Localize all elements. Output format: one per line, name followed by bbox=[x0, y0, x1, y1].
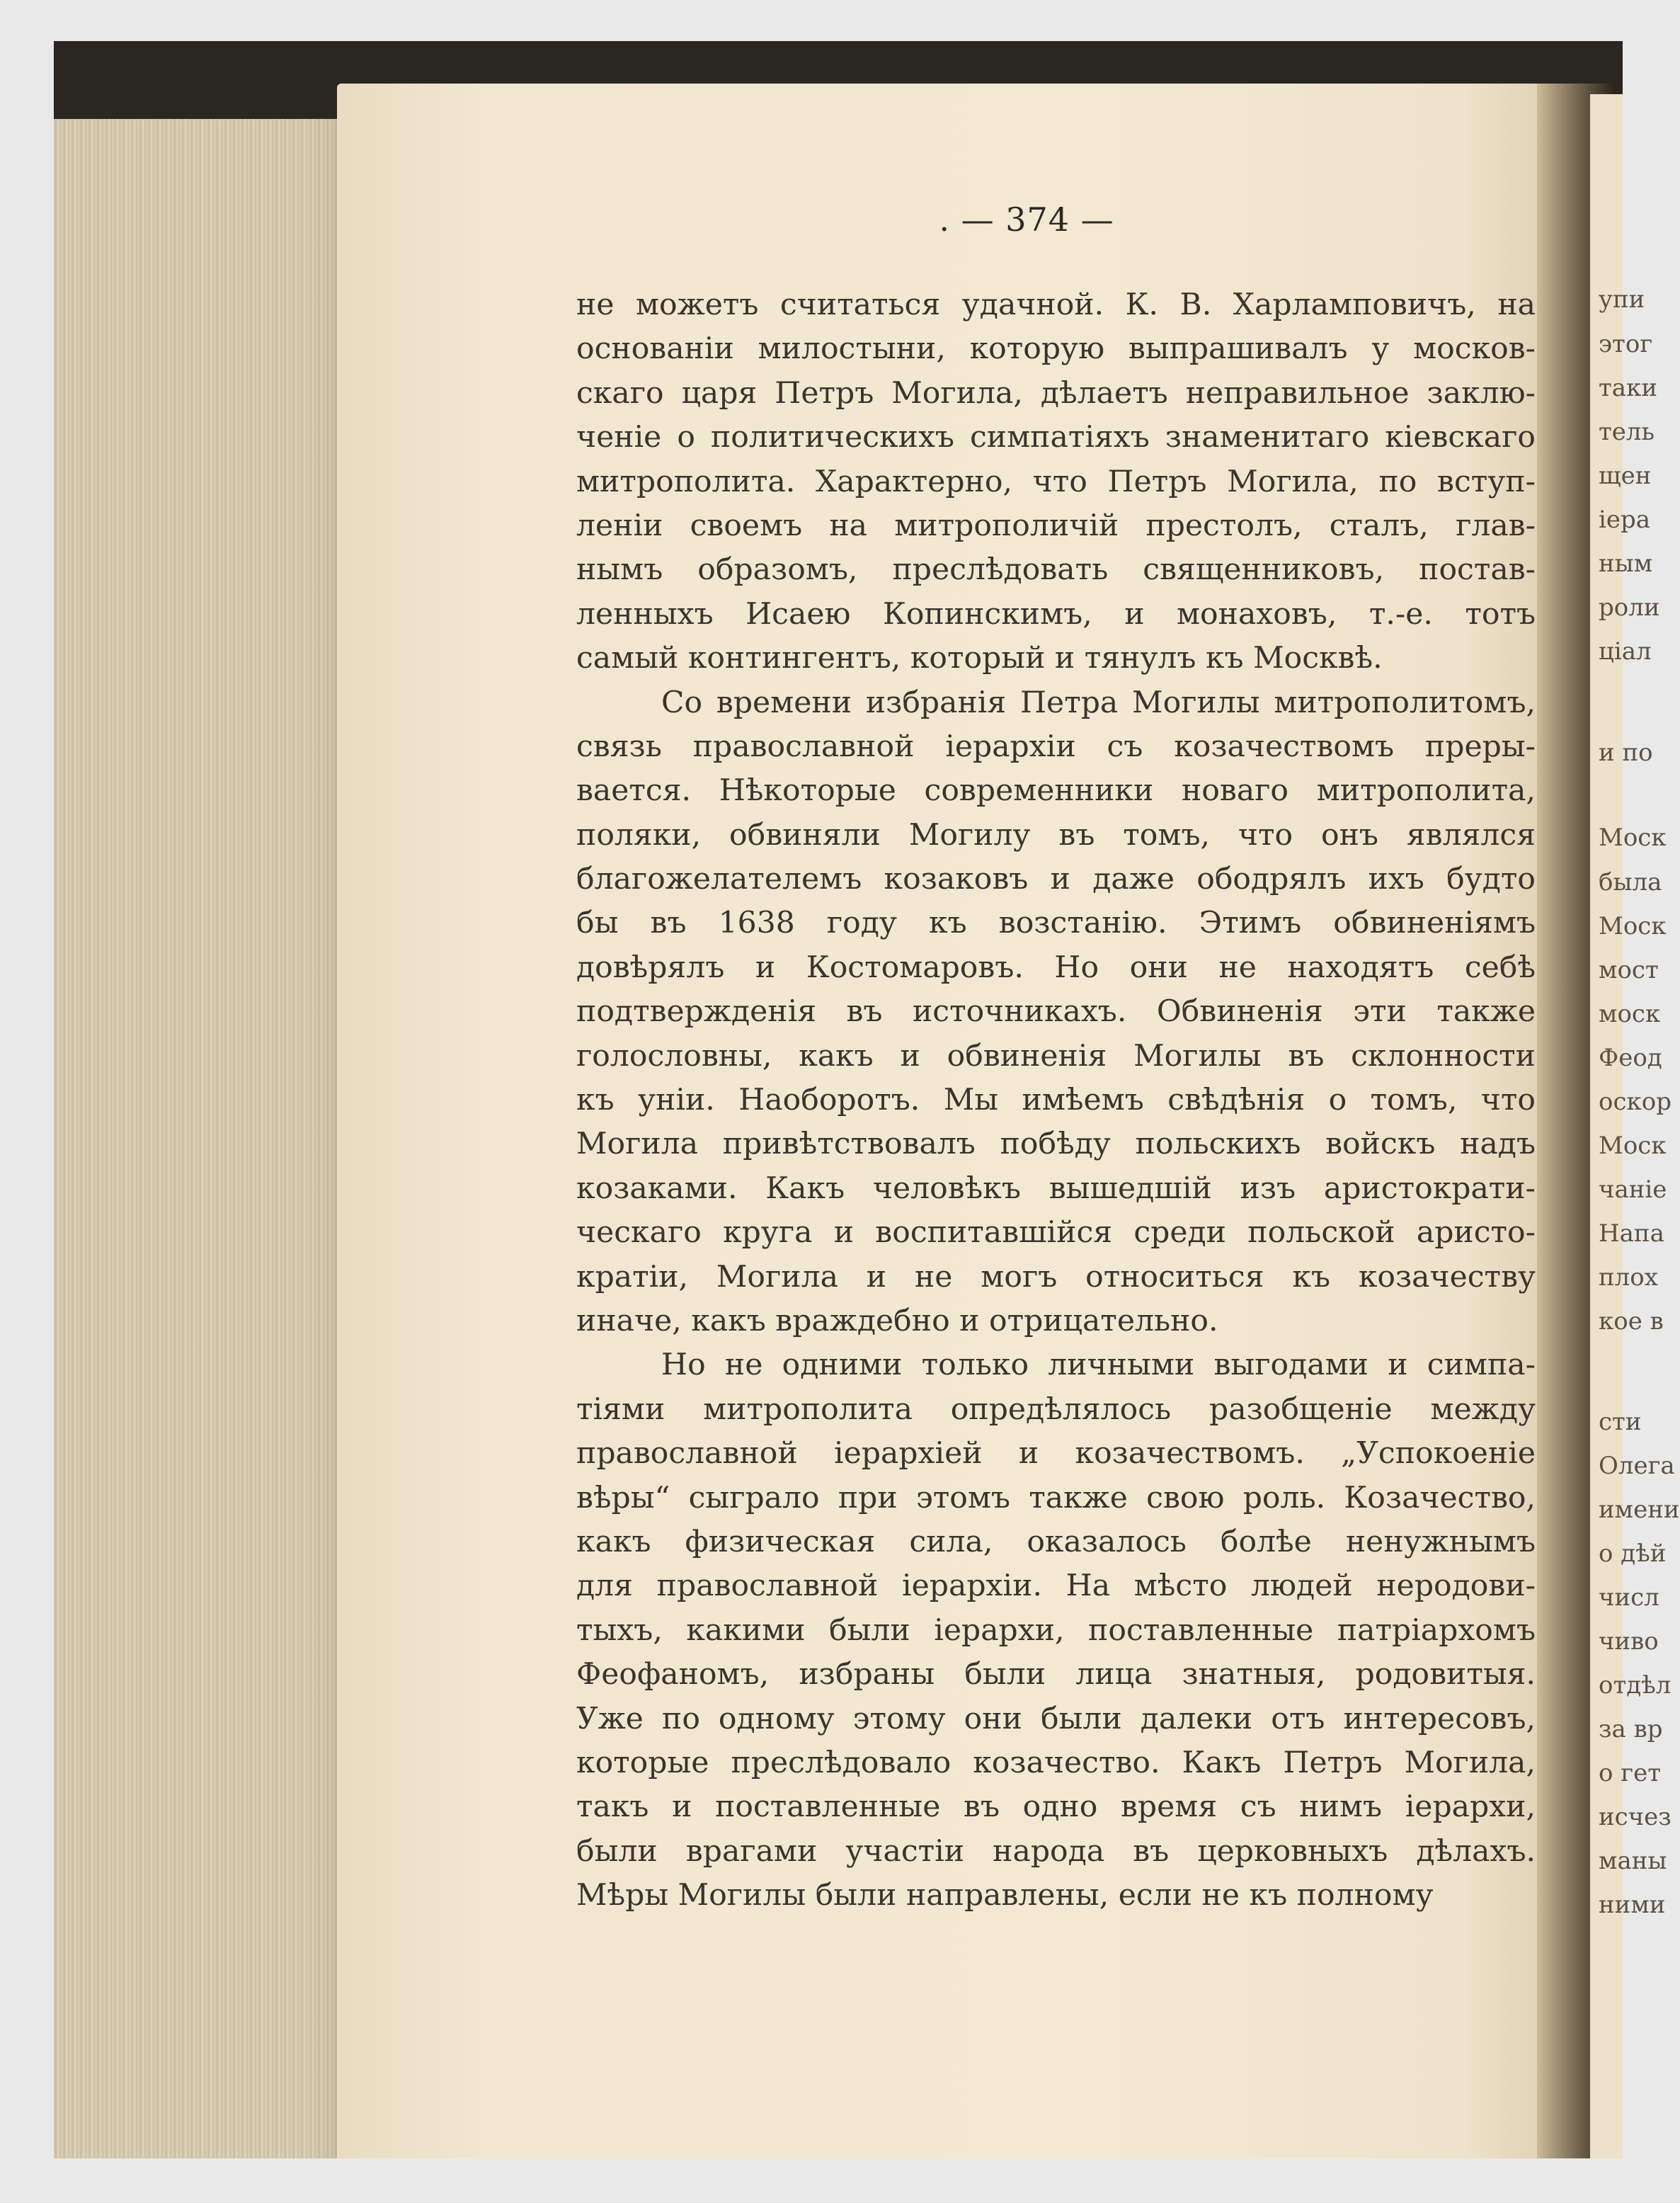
facing-page-fragment: о гет bbox=[1599, 1759, 1662, 1787]
facing-page-fragment: маны bbox=[1599, 1847, 1667, 1875]
facing-page-fragment: Моск bbox=[1599, 824, 1667, 852]
facing-page-fragment: имени bbox=[1599, 1496, 1680, 1524]
facing-page-fragment: исчез bbox=[1599, 1803, 1672, 1831]
text-line: леніи своемъ на митрополичій престолъ, сталъ, глав- bbox=[576, 508, 1536, 543]
facing-page-fragment: плох bbox=[1599, 1263, 1658, 1292]
text-line: Но не одними только личными выгодами и симпа- bbox=[661, 1348, 1536, 1383]
text-line: нымъ образомъ, преслѣдовать священниковъ, постав- bbox=[576, 552, 1536, 588]
text-line: кратіи, Могила и не могъ относиться къ козачеству bbox=[576, 1259, 1536, 1294]
text-line: Уже по одному этому они были далеки отъ интересовъ, bbox=[576, 1701, 1536, 1736]
text-line: скаго царя Петръ Могила, дѣлаетъ неправильное заклю- bbox=[576, 375, 1536, 411]
facing-page-fragment: и по bbox=[1599, 739, 1653, 767]
facing-page-fragment: числ bbox=[1599, 1583, 1659, 1612]
facing-page-fragment: была bbox=[1599, 868, 1662, 896]
text-line: Со времени избранія Петра Могилы митрополитомъ, bbox=[661, 685, 1536, 720]
facing-page-fragment: ними bbox=[1599, 1891, 1666, 1919]
page-number: . — 374 — bbox=[939, 200, 1114, 239]
text-line: связь православной іерархіи съ козачествомъ преры- bbox=[576, 729, 1536, 764]
text-line: были врагами участіи народа въ церковныхъ дѣлахъ. bbox=[576, 1833, 1536, 1869]
facing-page-fragment: о дѣй bbox=[1599, 1539, 1667, 1568]
text-line: такъ и поставленные въ одно время съ нимъ іерархи, bbox=[576, 1789, 1536, 1825]
facing-page-fragment: Напа bbox=[1599, 1219, 1664, 1248]
text-line: поляки, обвиняли Могилу въ томъ, что онъ являлся bbox=[576, 817, 1536, 853]
text-line: благожелателемъ козаковъ и даже ободрялъ ихъ будто bbox=[576, 862, 1536, 897]
facing-page-fragment: сти bbox=[1599, 1408, 1642, 1436]
facing-page-fragment: чаніе bbox=[1599, 1175, 1667, 1204]
text-line: ченіе о политическихъ симпатіяхъ знаменитаго кіевскаго bbox=[576, 420, 1536, 455]
facing-page-fragment: Олега bbox=[1599, 1452, 1675, 1480]
text-line: голословны, какъ и обвиненія Могилы въ склонности bbox=[576, 1038, 1536, 1074]
facing-page-fragment: роли bbox=[1599, 593, 1660, 622]
page-text bbox=[576, 283, 1536, 1918]
facing-page-fragment: ным bbox=[1599, 550, 1653, 578]
text-line: Мѣры Могилы были направлены, если не къ полному bbox=[576, 1878, 1434, 1913]
facing-page-fragment: моск bbox=[1599, 1000, 1661, 1028]
facing-page-fragment: этог bbox=[1599, 330, 1653, 358]
facing-page-fragment: оскор bbox=[1599, 1088, 1672, 1116]
facing-page-fragment: таки bbox=[1599, 374, 1657, 402]
text-line: козаками. Какъ человѣкъ вышедшій изъ аристократи- bbox=[576, 1171, 1536, 1206]
facing-page-fragment: упи bbox=[1599, 285, 1645, 314]
text-line: ческаго круга и воспитавшійся среди польской аристо- bbox=[576, 1215, 1536, 1251]
text-line: какъ физическая сила, оказалось болѣе ненужнымъ bbox=[576, 1524, 1536, 1559]
facing-page-fragment: ціал bbox=[1599, 637, 1652, 666]
facing-page-strip bbox=[1590, 94, 1680, 2158]
facing-page-fragment: мост bbox=[1599, 956, 1659, 984]
text-line: тыхъ, какими были іерархи, поставленные патріархомъ bbox=[576, 1612, 1536, 1648]
page-edges bbox=[54, 119, 337, 2158]
facing-page-fragment: отдѣл bbox=[1599, 1671, 1672, 1700]
text-line: вѣры“ сыграло при этомъ также свою роль. Козачество, bbox=[576, 1480, 1536, 1515]
facing-page-fragment: щен bbox=[1599, 462, 1652, 490]
facing-page-fragment: за вр bbox=[1599, 1715, 1663, 1743]
text-line: тіями митрополита опредѣлялось разобщеніе между bbox=[576, 1391, 1536, 1427]
facing-page-fragment: Моск bbox=[1599, 912, 1667, 940]
text-line: бы въ 1638 году къ возстанію. Этимъ обвиненіямъ bbox=[576, 906, 1536, 941]
text-line: самый контингентъ, который и тянулъ къ Москвѣ. bbox=[576, 641, 1383, 676]
text-line: которые преслѣдовало козачество. Какъ Петръ Могила, bbox=[576, 1745, 1536, 1780]
text-line: довѣрялъ и Костомаровъ. Но они не находятъ себѣ bbox=[576, 950, 1536, 985]
facing-page-fragment: тель bbox=[1599, 418, 1655, 446]
text-line: основаніи милостыни, которую выпрашивалъ у москов- bbox=[576, 331, 1536, 367]
facing-page-fragment: Феод bbox=[1599, 1044, 1662, 1072]
text-line: православной іерархіей и козачествомъ. „Успокоеніе bbox=[576, 1436, 1536, 1471]
text-line: къ уніи. Наоборотъ. Мы имѣемъ свѣдѣнія о томъ, что bbox=[576, 1083, 1536, 1118]
text-line: ленныхъ Исаею Копинскимъ, и монаховъ, т.-е. тотъ bbox=[576, 596, 1536, 632]
facing-page-fragment: Моск bbox=[1599, 1132, 1667, 1160]
text-line: Феофаномъ, избраны были лица знатныя, родовитыя. bbox=[576, 1657, 1536, 1692]
text-line: иначе, какъ враждебно и отрицательно. bbox=[576, 1303, 1218, 1338]
text-line: подтвержденія въ источникахъ. Обвиненія эти также bbox=[576, 994, 1536, 1030]
text-line: вается. Нѣкоторые современники новаго митрополита, bbox=[576, 773, 1536, 809]
facing-page-fragment: іера bbox=[1599, 506, 1651, 534]
text-line: не можетъ считаться удачной. К. В. Харламповичъ, на bbox=[576, 288, 1536, 322]
facing-page-fragment: чиво bbox=[1599, 1627, 1659, 1656]
text-line: митрополита. Характерно, что Петръ Могила, по вступ- bbox=[576, 464, 1536, 499]
text-line: для православной іерархіи. На мѣсто людей неродови- bbox=[576, 1569, 1536, 1604]
facing-page-fragment: кое в bbox=[1599, 1307, 1664, 1336]
text-line: Могила привѣтствовалъ побѣду польскихъ войскъ надъ bbox=[576, 1127, 1536, 1162]
